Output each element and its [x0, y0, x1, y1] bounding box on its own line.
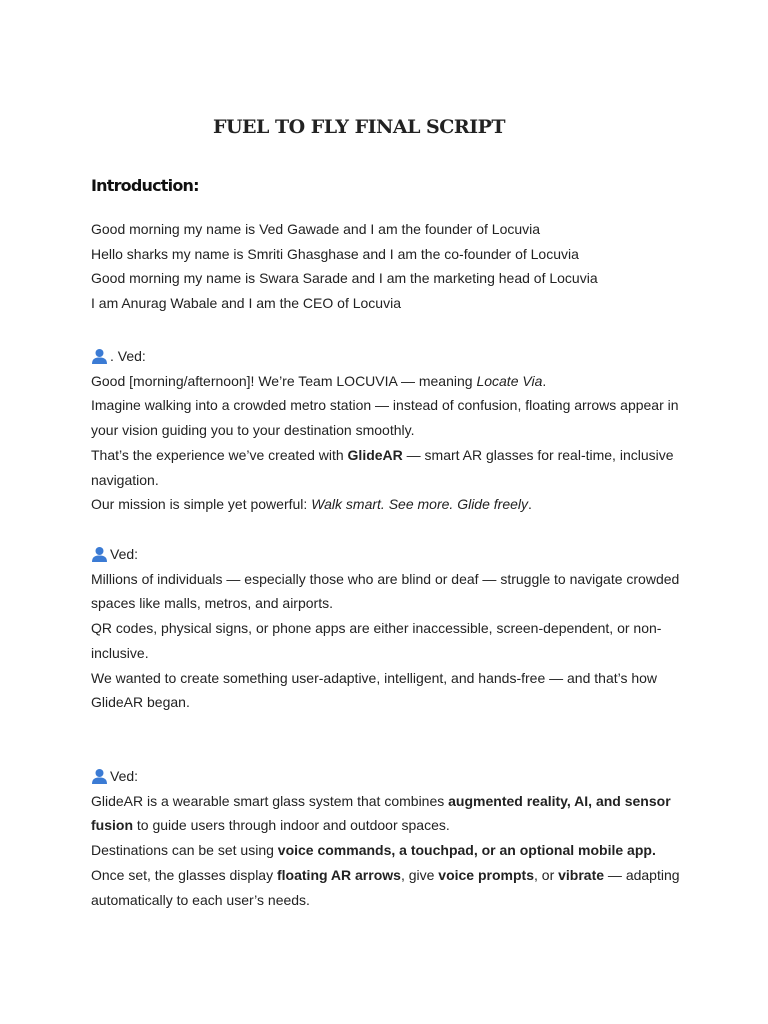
speaker-name: Ved:: [110, 546, 139, 562]
intro-line: I am Anurag Wabale and I am the CEO of Locuvia: [91, 295, 401, 312]
intro-line: Good morning my name is Ved Gawade and I am the founder of Locuvia: [91, 221, 541, 237]
paragraph: We wanted to create something user-adaptive, intelligent, and hands-free — and that’s how GlideAR began.: [91, 669, 658, 711]
text-run: Our mission is simple yet powerful:: [91, 496, 312, 513]
text-run: — smart AR glasses for real-time, inclusive navigation.: [91, 446, 674, 488]
speaker-label: [91, 764, 681, 789]
text-run: — adapting automatically to each user’s needs.: [91, 866, 680, 908]
script-section-2: [91, 542, 681, 715]
paragraph: [91, 863, 681, 912]
bold-text: augmented reality, AI, and sensor fusion: [91, 792, 671, 834]
speaker-label: [91, 344, 681, 369]
page-title: FUEL TO FLY FINAL SCRIPT: [212, 116, 506, 138]
person-icon: [91, 768, 108, 784]
speaker-name: . Ved:: [110, 348, 146, 364]
speaker-label: [91, 542, 681, 567]
bold-text: voice prompts: [438, 866, 534, 883]
paragraph: [91, 369, 681, 394]
emphasis-text: Walk smart. See more. Glide freely: [311, 496, 528, 513]
paragraph: [91, 789, 681, 838]
speaker-name: Ved:: [110, 768, 139, 784]
person-icon: [91, 546, 108, 562]
text-run: That’s the experience we’ve created with: [91, 446, 348, 463]
bold-text: GlideAR: [347, 446, 403, 463]
paragraph: Millions of individuals — especially those who are blind or deaf — struggle to navigate crowded spaces like malls, metros, and airports.: [91, 570, 680, 612]
bold-text: voice commands, a touchpad, or an optional mobile app.: [277, 842, 656, 859]
script-section-3: [91, 764, 681, 912]
text-run: Once set, the glasses display: [91, 866, 277, 883]
intro-block: [91, 217, 681, 316]
text-run: Good [morning/afternoon]! We’re Team LOCUVIA — meaning: [91, 372, 477, 389]
text-run: to guide users through indoor and outdoor spaces.: [133, 817, 450, 834]
paragraph: QR codes, physical signs, or phone apps are either inaccessible, screen-dependent, or non-inclusive.: [91, 620, 662, 661]
paragraph: [91, 492, 681, 517]
intro-line: Hello sharks my name is Smriti Ghasghase and I am the co-founder of Locuvia: [91, 245, 579, 262]
section-heading-introduction: Introduction:: [91, 176, 199, 195]
paragraph: [91, 838, 681, 863]
text-run: .: [542, 372, 547, 389]
bold-text: vibrate: [558, 866, 605, 883]
bold-text: floating AR arrows: [277, 866, 401, 883]
paragraph: Imagine walking into a crowded metro station — instead of confusion, floating arrows appear in your vision guiding you to your destination smoothly.: [91, 397, 679, 439]
text-run: Destinations can be set using: [91, 842, 278, 859]
text-run: .: [528, 496, 532, 513]
text-run: , or: [534, 866, 559, 883]
person-icon: [91, 348, 108, 364]
paragraph: [91, 443, 681, 492]
text-run: GlideAR is a wearable smart glass system that combines: [91, 792, 449, 809]
intro-line: Good morning my name is Swara Sarade and I am the marketing head of Locuvia: [91, 270, 598, 287]
emphasis-text: Locate Via: [476, 372, 543, 389]
script-section-1: [91, 344, 681, 517]
text-run: , give: [400, 866, 439, 883]
